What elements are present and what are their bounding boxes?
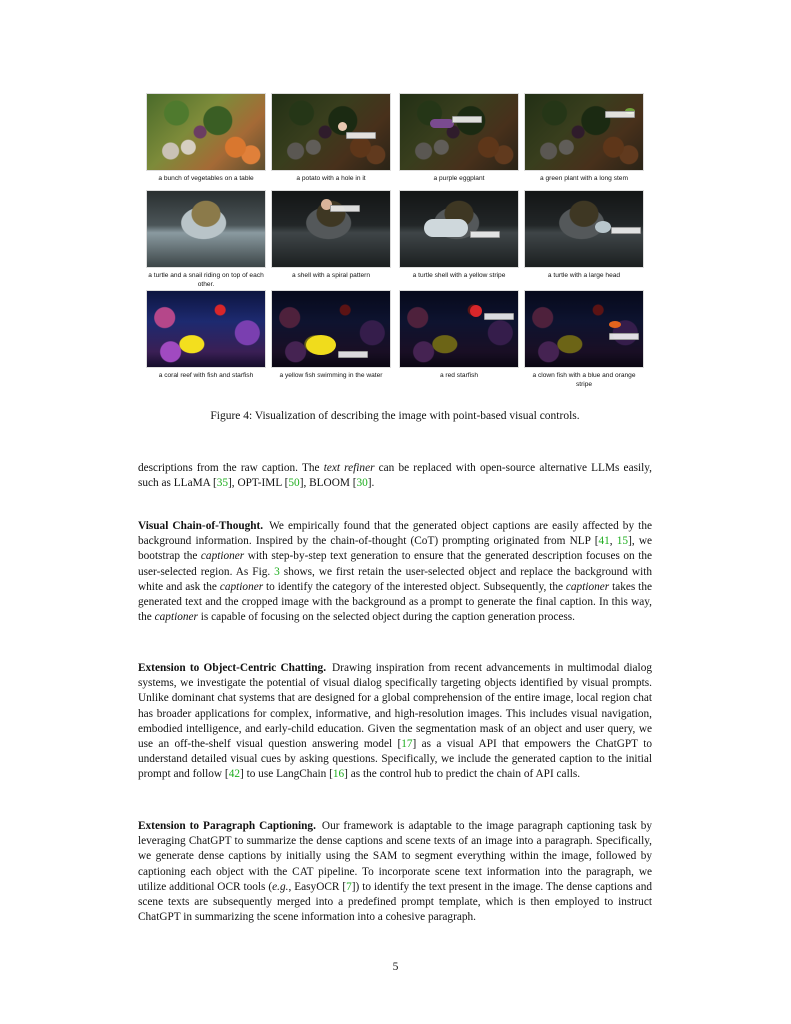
selected-point [424, 219, 468, 237]
label-box [452, 116, 482, 123]
citation-link[interactable]: 7 [346, 880, 352, 893]
yellow-fish-image [271, 290, 391, 368]
selected-point [306, 335, 336, 355]
label-box [605, 111, 635, 118]
section-heading: Visual Chain-of-Thought. [138, 520, 264, 532]
paragraph-intro: descriptions from the raw caption. The text refiner can be replaced with open-source alternative LLMs easily, such as LLaMA [35], OPT-IML [50], BLOOM [30]. [138, 462, 652, 490]
panel-caption: a clown fish with a blue and orange stripe [532, 372, 636, 388]
panel-caption: a turtle shell with a yellow stripe [412, 272, 506, 279]
figure-4 [130, 88, 660, 422]
section-heading: Extension to Object-Centric Chatting. [138, 662, 327, 674]
panel-caption: a green plant with a long stem [540, 175, 628, 182]
label-box [611, 227, 641, 234]
citation-link[interactable]: 35 [216, 477, 229, 490]
citation-link[interactable]: 16 [332, 768, 345, 781]
label-box [330, 205, 360, 212]
section-object-chat: Extension to Object-Centric Chatting. Drawing inspiration from recent advancements in multimodal dialog systems, we investigate the potential of visual dialog specifically targeting objects identified by visual prompts. Unlike dominant chat systems that are designed for a global comprehension of the entire image, local region chat has broader applications for complex, informative, and high-resolution images. This includes visual navigation, embodied intelligence, and early-child education. Given the segmentation mask of an object and user query, we use an off-the-shelf visual question answering model [17] as a visual API that empowers the ChatGPT to understand detailed visual cues by asking questions. Specifically, we include the generated caption to the initial prompt and follow [42] to use LangChain [16] as the control hub to predict the chain of API calls. [138, 662, 652, 781]
figure-panel [524, 190, 644, 280]
label-box [470, 231, 500, 238]
panel-caption: a coral reef with fish and starfish [158, 372, 254, 379]
coral-reef-image [146, 290, 266, 368]
figure-panel [146, 190, 266, 289]
clown-fish-image [524, 290, 644, 368]
citation-link[interactable]: 41 [598, 535, 610, 548]
figure-panel [399, 190, 519, 280]
panel-caption: a shell with a spiral pattern [291, 272, 371, 279]
figure-panel [399, 93, 519, 183]
selected-point [609, 321, 621, 328]
panel-caption: a potato with a hole in it [296, 175, 366, 182]
selected-point [338, 122, 347, 131]
section-heading: Extension to Paragraph Captioning. [138, 820, 316, 832]
label-box [338, 351, 368, 358]
figure-panel [524, 93, 644, 183]
figure-panel [399, 290, 519, 380]
turtle-shell-image [399, 190, 519, 268]
figure-ref-link[interactable]: 3 [274, 565, 280, 578]
citation-link[interactable]: 17 [401, 738, 413, 751]
panel-caption: a yellow fish swimming in the water [279, 372, 383, 379]
panel-caption: a bunch of vegetables on a table [158, 175, 254, 182]
red-starfish-image [399, 290, 519, 368]
section-paragraph-captioning: Extension to Paragraph Captioning. Our framework is adaptable to the image paragraph captioning task by leveraging ChatGPT to summarize the dense captions and scene texts of an image into a paragraph. Specifically, we generate dense captions by initially using the SAM to segment everything within the image, followed by captioning each object with the CAT pipeline. To incorporate scene text information into the paragraph, we utilize additional OCR tools (e.g., EasyOCR [7]) to identify the text present in the image. The dense captions and scene texts are subsequently merged into a predefined prompt template, which is then employed to instruct ChatGPT in summarizing the scene information into a cohesive paragraph. [138, 820, 652, 924]
panel-caption: a turtle with a large head [547, 272, 621, 279]
figure-panel [524, 290, 644, 389]
green-plant-image [524, 93, 644, 171]
figure-panel [271, 190, 391, 280]
page-number: 5 [392, 961, 399, 973]
panel-caption: a purple eggplant [433, 175, 485, 182]
turtle-head-image [524, 190, 644, 268]
shell-image [271, 190, 391, 268]
panel-caption: a turtle and a snail riding on top of each other. [148, 272, 264, 288]
selected-point [470, 305, 482, 317]
section-visual-cot: Visual Chain-of-Thought. We empirically found that the generated object captions are easily affected by the background information. Inspired by the chain-of-thought (CoT) prompting originated from NLP [41, 15], we bootstrap the captioner with step-by-step text generation to ensure that the generated description focuses on the user-selected region. As Fig. 3 shows, we first retain the user-selected object and replace the background with white and ask the captioner to identify the category of the interested object. Subsequently, the captioner takes the generated text and the cropped image with the background as a prompt to generate the final caption. In this way, the captioner is capable of focusing on the selected object during the caption generation process. [138, 520, 653, 624]
citation-link[interactable]: 42 [228, 768, 240, 781]
label-box [609, 333, 639, 340]
citation-link[interactable]: 50 [288, 477, 300, 490]
figure-panel [271, 93, 391, 183]
figure-panel [146, 93, 266, 183]
figure-panel [146, 290, 266, 380]
figure-panel [271, 290, 391, 380]
selected-point [595, 221, 611, 233]
citation-link[interactable]: 30 [356, 477, 368, 490]
label-box [484, 313, 514, 320]
label-box [346, 132, 376, 139]
potato-image [271, 93, 391, 171]
citation-link[interactable]: 15 [616, 535, 629, 548]
figure-caption: Figure 4: Visualization of describing the image with point-based visual controls. [210, 410, 580, 422]
figure-grid [130, 88, 660, 398]
vegetables-image [146, 93, 266, 171]
panel-caption: a red starfish [439, 372, 479, 379]
eggplant-image [399, 93, 519, 171]
turtle-image [146, 190, 266, 268]
selected-point [430, 119, 454, 128]
